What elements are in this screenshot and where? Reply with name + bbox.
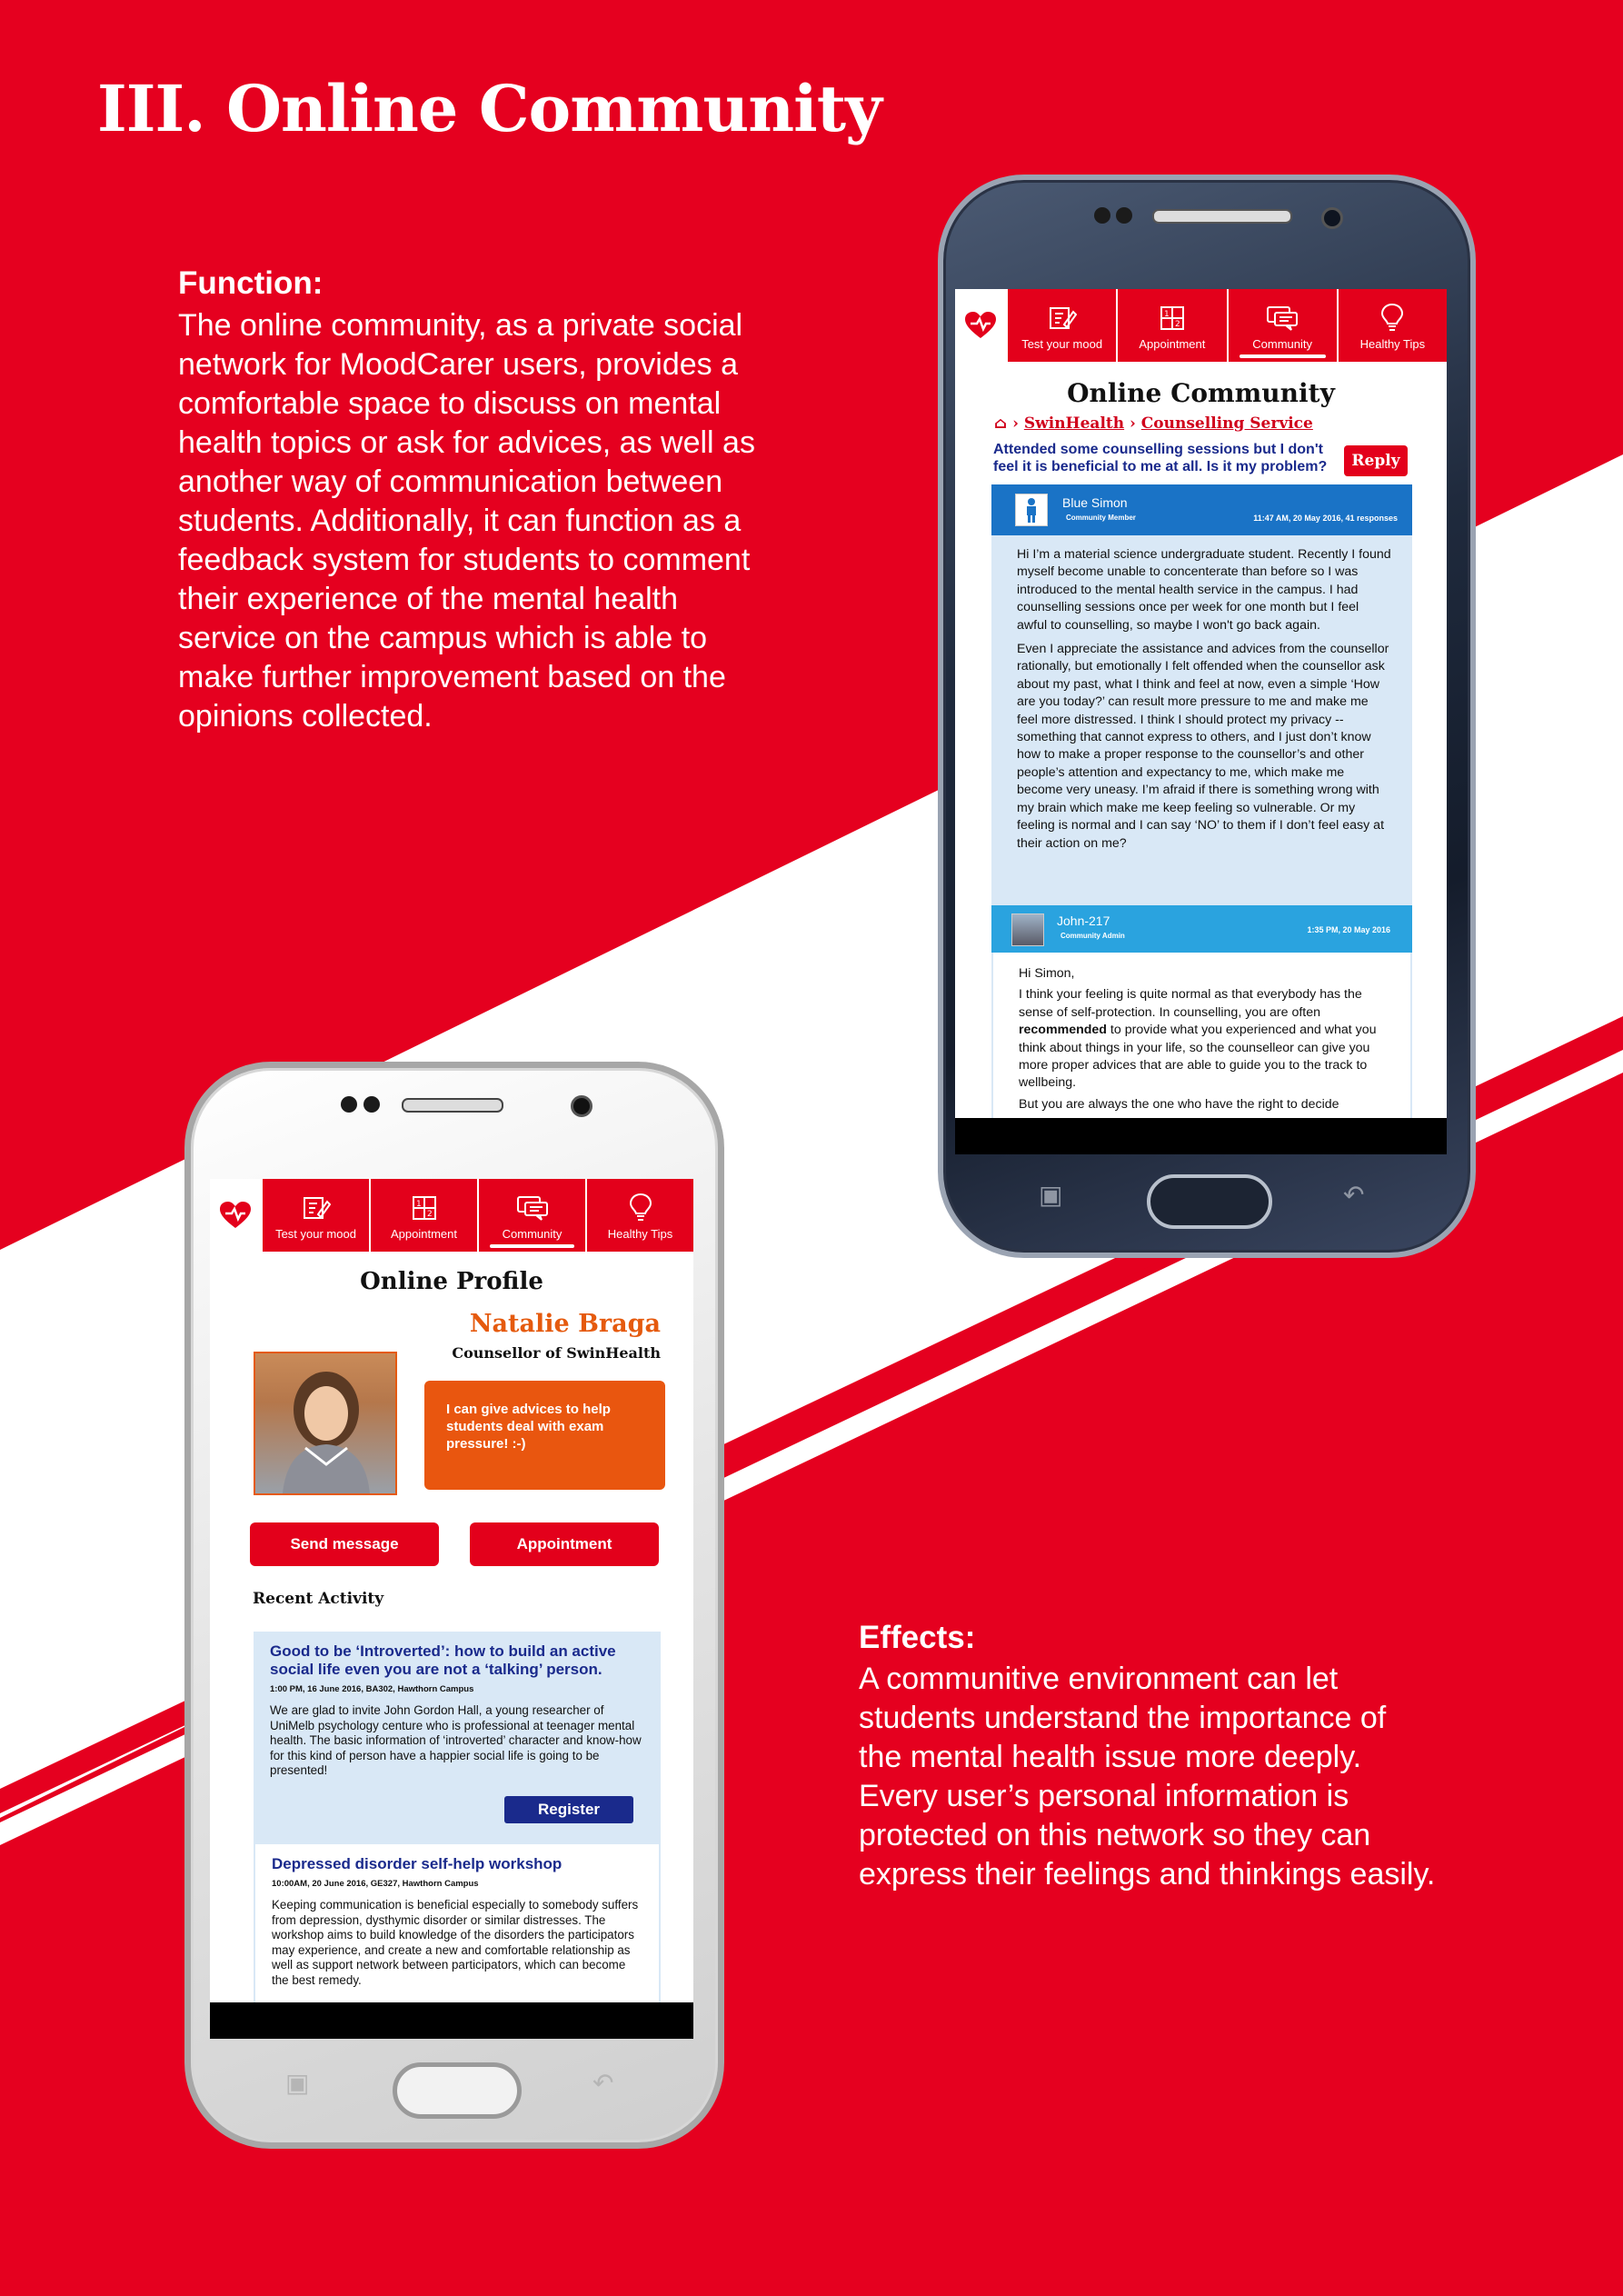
front-camera-icon <box>341 1096 357 1113</box>
community-screen <box>955 289 1447 1154</box>
tab-appointment[interactable] <box>369 1179 477 1252</box>
function-text: The online community, as a private social network for MoodCarer users, provides a comfortable space to discuss on mental health topics or ask for advices, as well as another way of communication between students. Additionally, it can function as a feedback system for students to comment their experience of the mental health service on the campus which is able to make further improvement based on the opinions collected. <box>178 308 755 734</box>
camera-lens-icon <box>571 1095 592 1117</box>
register-button[interactable]: Register <box>504 1796 633 1823</box>
reply-author-role: Community Admin <box>1060 932 1125 940</box>
home-button[interactable] <box>393 2062 522 2119</box>
tab-test-your-mood[interactable] <box>261 1179 369 1252</box>
camera-lens-icon <box>1321 207 1343 229</box>
activity-description: Keeping communication is beneficial especially to somebody suffers from depression, dysthymic disorder or similar distresses. The workshop aims to build knowledge of the disorders the participators may experience, and create a new and comfortable relationship as well as support network between participators, which can become the best remedy. <box>272 1898 639 1987</box>
tab-label: Healthy Tips <box>1359 337 1426 351</box>
app-logo[interactable] <box>955 289 1006 362</box>
edit-icon <box>302 1194 331 1222</box>
phone-community <box>938 175 1476 1258</box>
app-nav-bar <box>955 289 1447 362</box>
activity-description: We are glad to invite John Gordon Hall, a young researcher of UniMelb psychology centure who is professional at teenager mental health. The basic information of ‘introverted’ character and know-how for this kind of person have a happier social life is going to be presented! <box>270 1703 642 1777</box>
speaker-grille <box>1152 209 1292 224</box>
tab-community[interactable] <box>1227 289 1337 362</box>
function-heading: Function: <box>178 265 324 301</box>
svg-text:1: 1 <box>1163 310 1170 319</box>
front-camera-icon <box>1094 207 1110 224</box>
home-button[interactable] <box>1147 1174 1272 1229</box>
recent-activity-heading: Recent Activity <box>253 1590 384 1608</box>
effects-text: A communitive environment can let students understand the importance of the mental health issue more deeply. Every user’s personal information is protected on this network so they can express their feelings and thinkings easily. <box>859 1662 1436 1892</box>
portrait-image <box>255 1353 395 1493</box>
svg-text:2: 2 <box>1174 320 1180 329</box>
tab-label: Community <box>1252 337 1312 351</box>
chat-icon <box>1266 304 1299 332</box>
breadcrumb: ⌂ › SwinHealth › Counselling Service <box>994 414 1313 433</box>
send-message-button[interactable]: Send message <box>250 1522 439 1566</box>
activity-meta: 10:00AM, 20 June 2016, GE327, Hawthorn Campus <box>272 1879 479 1889</box>
reply-greeting: Hi Simon, <box>1019 966 1075 981</box>
community-title: Online Community <box>1067 378 1335 408</box>
profile-screen <box>210 1179 693 2039</box>
edit-icon <box>1048 304 1077 332</box>
recent-apps-icon[interactable]: ▣ <box>1039 1181 1063 1209</box>
activity-title[interactable]: Good to be ‘Introverted’: how to build an active social life even you are not a ‘talking’ person. <box>270 1642 616 1678</box>
svg-text:2: 2 <box>426 1210 433 1219</box>
post-meta: 11:47 AM, 20 May 2016, 41 responses <box>1253 514 1398 523</box>
svg-text:1: 1 <box>415 1200 422 1209</box>
tab-label: Community <box>502 1227 563 1241</box>
bottom-bar <box>955 1118 1447 1154</box>
app-logo[interactable] <box>210 1179 261 1252</box>
person-icon <box>1022 497 1041 523</box>
lightbulb-icon <box>629 1193 652 1222</box>
profile-title: Online Profile <box>360 1268 543 1295</box>
effects-heading: Effects: <box>859 1620 976 1655</box>
activity-title[interactable]: Depressed disorder self-help workshop <box>272 1855 563 1872</box>
calendar-icon <box>411 1194 438 1222</box>
tab-label: Test your mood <box>1021 337 1103 351</box>
sensor-icon <box>1116 207 1132 224</box>
back-icon[interactable]: ↶ <box>592 2069 614 2097</box>
post-header <box>991 484 1412 535</box>
thread-question: Attended some counselling sessions but I don't feel it is beneficial to me at all. Is it my problem? <box>993 442 1328 474</box>
sensor-icon <box>363 1096 380 1113</box>
reply-meta: 1:35 PM, 20 May 2016 <box>1307 925 1390 934</box>
appointment-button[interactable]: Appointment <box>470 1522 659 1566</box>
speaker-grille <box>402 1098 503 1113</box>
breadcrumb-counselling-service[interactable]: Counselling Service <box>1140 414 1313 433</box>
app-nav-bar <box>210 1179 693 1252</box>
reply-button[interactable]: Reply <box>1344 445 1408 476</box>
tab-label: Appointment <box>391 1227 457 1241</box>
home-icon[interactable]: ⌂ <box>994 414 1008 433</box>
post-paragraph: Even I appreciate the assistance and advices from the counsellor rationally, but emotionally I felt offended when the counsellor ask about my past, what I think and feel at now, even a simple ‘How are you today?’ can result more pressure to me and make me feel more distressed. I think I should protect my privacy -- something that cannot express to others, and I just don’t know how to make a proper response to the counsellor’s and other people’s attention and expectancy to me, which make me become very uneasy. I’m afraid if there is something wrong with my brain which make me keep feeling so vulnerable. Or my feeling is normal and I can say ‘NO’ to them if I don’t feel easy at their action on me? <box>1017 642 1389 851</box>
tab-label: Healthy Tips <box>607 1227 673 1241</box>
avatar[interactable] <box>1015 494 1048 526</box>
tab-appointment[interactable] <box>1116 289 1226 362</box>
page-title: III. Online Community <box>97 71 881 146</box>
counsellor-name: Natalie Braga <box>469 1310 661 1338</box>
reply-header <box>991 905 1412 953</box>
post-author[interactable]: Blue Simon <box>1062 495 1128 510</box>
recent-apps-icon[interactable]: ▣ <box>285 2069 310 2097</box>
tab-healthy-tips[interactable] <box>1337 289 1447 362</box>
tab-label: Appointment <box>1139 337 1206 351</box>
reply-paragraph: I think your feeling is quite normal as that everybody has the sense of self-protection. In counselling, you are often recommended to provide what you experienced and what you think about things in your life, so the counselleor can give you more proper advices that are able to guide you to the track to wellbeing. <box>1019 987 1377 1091</box>
tab-community[interactable] <box>477 1179 585 1252</box>
calendar-icon <box>1159 304 1186 332</box>
post-author-role: Community Member <box>1066 514 1136 522</box>
chat-icon <box>516 1194 549 1222</box>
breadcrumb-swinhealth[interactable]: SwinHealth <box>1023 414 1125 433</box>
profile-photo <box>254 1352 397 1495</box>
reply-paragraph: But you are always the one who have the right to decide <box>1019 1096 1339 1112</box>
avatar[interactable] <box>1011 913 1044 946</box>
tab-label: Test your mood <box>275 1227 356 1241</box>
counsellor-message: I can give advices to help students deal with exam pressure! :-) <box>424 1381 665 1490</box>
reply-author[interactable]: John-217 <box>1057 913 1110 928</box>
bottom-bar <box>210 2002 693 2039</box>
post-body <box>991 535 1412 905</box>
heart-icon <box>964 311 997 340</box>
post-paragraph: Hi I’m a material science undergraduate student. Recently I found myself become unable to concenterate than before so I was introduced to the mental health service in the campus. I had counselling sessions once per week for one month but I feel awful to counselling, so maybe I won't go back again. <box>1017 547 1391 633</box>
back-icon[interactable]: ↶ <box>1343 1181 1365 1209</box>
activity-meta: 1:00 PM, 16 June 2016, BA302, Hawthorn Campus <box>270 1684 474 1694</box>
heart-icon <box>219 1201 252 1230</box>
counsellor-role: Counsellor of SwinHealth <box>452 1344 661 1362</box>
tab-test-your-mood[interactable] <box>1006 289 1116 362</box>
phone-profile <box>184 1062 724 2149</box>
tab-healthy-tips[interactable] <box>585 1179 693 1252</box>
lightbulb-icon <box>1380 303 1404 332</box>
